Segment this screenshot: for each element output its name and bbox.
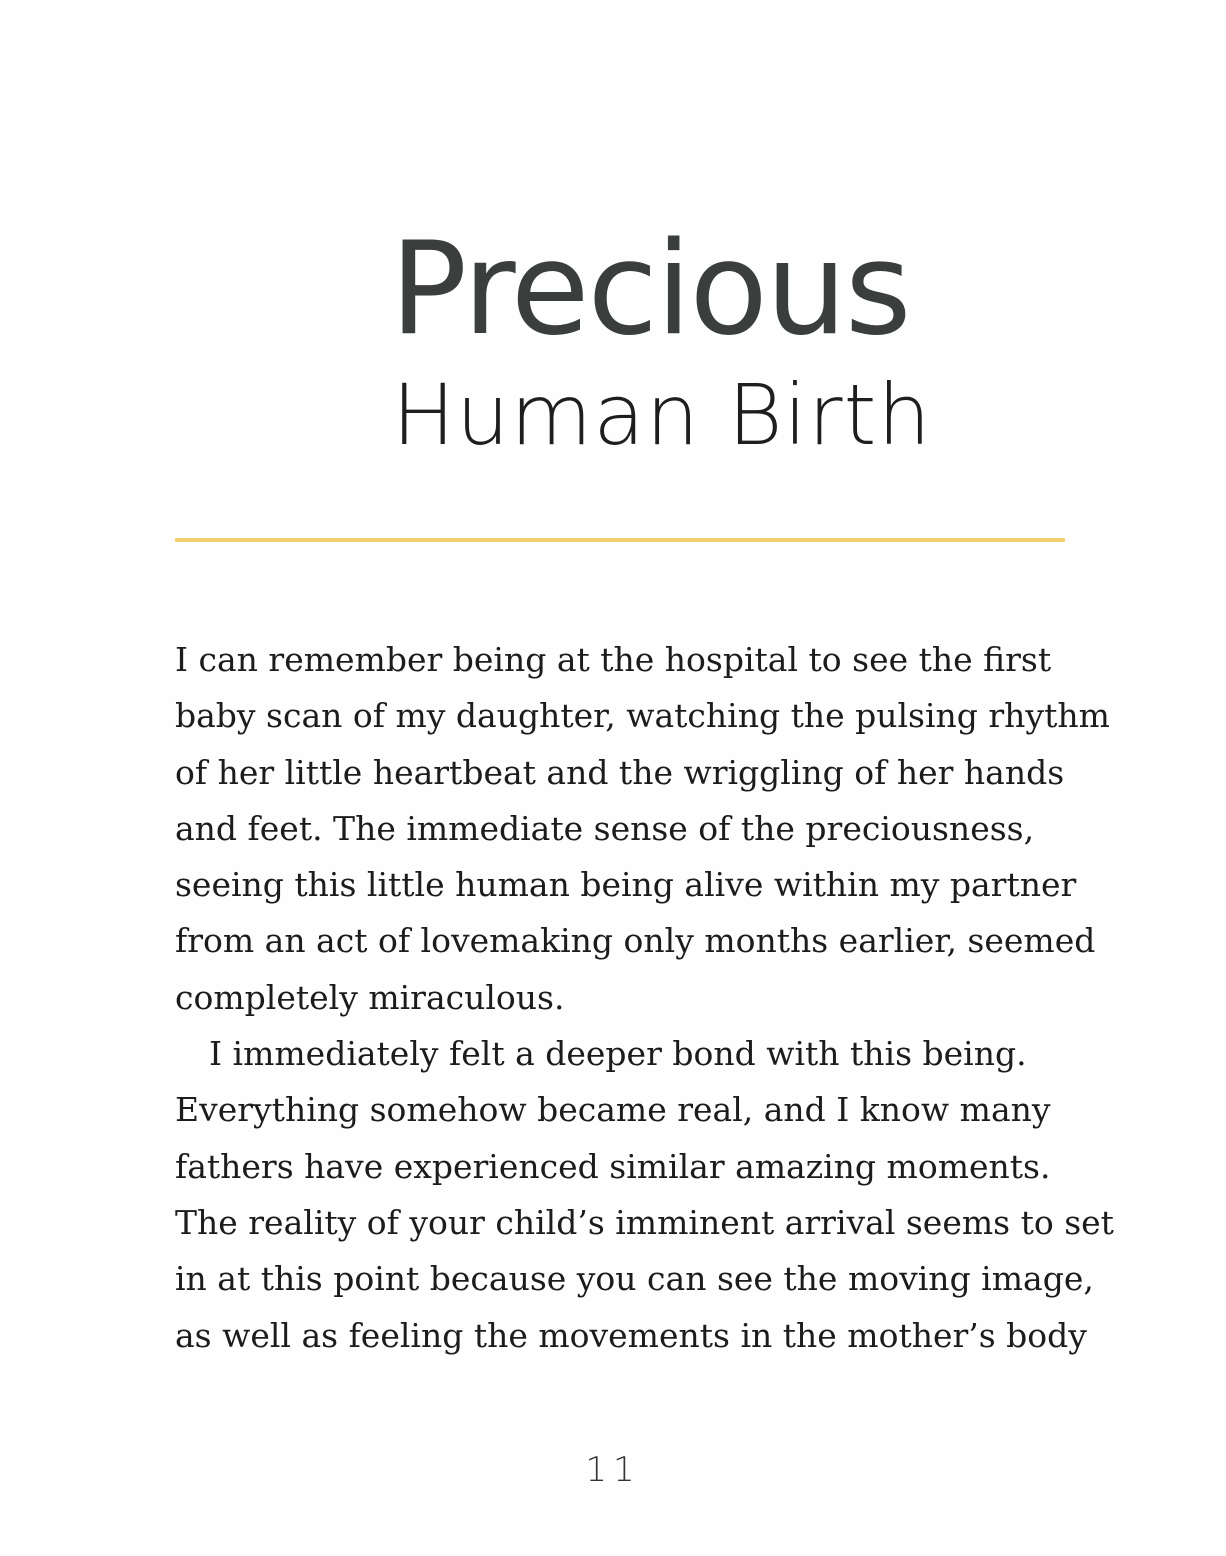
text-line: Everything somehow became real, and I know many [175, 1090, 1051, 1130]
text-line: from an act of lovemaking only months earlier, seemed [175, 921, 1096, 961]
text-line: completely miraculous. [175, 977, 565, 1017]
text-line: and feet. The immediate sense of the preciousness, [175, 808, 1035, 848]
paragraph-2 [175, 1026, 1114, 1364]
chapter-title-sub: Human Birth [392, 366, 932, 464]
text-line: I can remember being at the hospital to see the first [175, 640, 1052, 679]
title-divider [175, 538, 1065, 542]
text-line: The reality of your child’s imminent arrival seems to set [175, 1202, 1114, 1242]
text-line: I immediately felt a deeper bond with this being. [209, 1034, 1027, 1074]
chapter-title-main: Precious [390, 215, 910, 364]
body-text [175, 632, 1114, 1364]
page-number: 11 [585, 1450, 641, 1490]
paragraph-1 [175, 632, 1110, 1026]
text-line: of her little heartbeat and the wriggling of her hands [175, 752, 1065, 792]
text-line: fathers have experienced similar amazing moments. [175, 1146, 1051, 1186]
text-line: as well as feeling the movements in the mother’s body [175, 1315, 1087, 1355]
text-line: seeing this little human being alive within my partner [175, 865, 1077, 905]
text-line: in at this point because you can see the moving image, [175, 1259, 1094, 1299]
text-line: baby scan of my daughter, watching the pulsing rhythm [175, 696, 1110, 736]
